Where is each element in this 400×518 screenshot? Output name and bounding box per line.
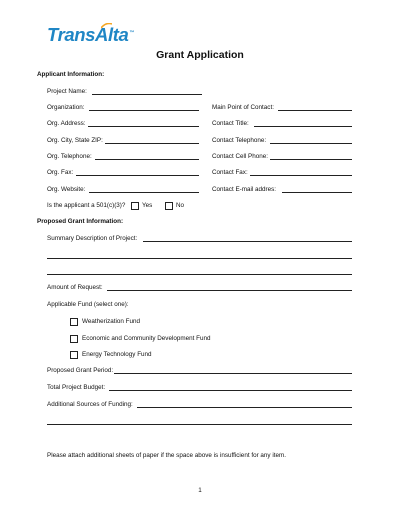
fund-label-weatherization: Weatherization Fund <box>82 318 140 325</box>
total-budget-field[interactable] <box>109 390 352 391</box>
total-budget-label: Total Project Budget: <box>47 384 106 391</box>
contact-title-field[interactable] <box>254 126 352 127</box>
logo-swoosh-icon <box>101 23 112 29</box>
summary-field-line-2[interactable] <box>47 258 352 259</box>
org-fax-label: Org. Fax: <box>47 169 74 176</box>
org-city-field[interactable] <box>105 143 199 144</box>
501c3-question-label: Is the applicant a 501(c)(3)? <box>47 202 126 209</box>
contact-cell-label: Contact Cell Phone: <box>212 153 269 160</box>
transalta-logo <box>47 24 134 46</box>
fund-checkbox-energy[interactable] <box>70 351 78 359</box>
amount-field[interactable] <box>107 290 352 291</box>
contact-email-label: Contact E-mail addres: <box>212 186 277 193</box>
project-name-label: Project Name: <box>47 88 87 95</box>
yes-label: Yes <box>142 202 153 209</box>
org-website-field[interactable] <box>89 192 199 193</box>
contact-fax-field[interactable] <box>250 175 352 176</box>
no-label: No <box>176 202 185 209</box>
fund-checkbox-weatherization[interactable] <box>70 318 78 326</box>
no-checkbox[interactable] <box>165 202 173 210</box>
section-heading-grant: Proposed Grant Information: <box>37 218 124 225</box>
summary-field[interactable] <box>143 241 352 242</box>
org-telephone-label: Org. Telephone: <box>47 153 92 160</box>
contact-cell-field[interactable] <box>270 159 352 160</box>
amount-label: Amount of Request: <box>47 284 103 291</box>
additional-funding-field-line-2[interactable] <box>47 424 352 425</box>
org-city-label: Org. City, State ZIP: <box>47 137 103 144</box>
contact-title-label: Contact Title: <box>212 120 249 127</box>
logo-trademark: ™ <box>129 29 135 36</box>
logo-text: TransAlta <box>47 24 129 45</box>
additional-funding-label: Additional Sources of Funding: <box>47 401 133 408</box>
org-address-label: Org. Address: <box>47 120 86 127</box>
contact-email-field[interactable] <box>282 192 352 193</box>
org-fax-field[interactable] <box>76 175 199 176</box>
main-contact-field[interactable] <box>278 110 352 111</box>
organization-label: Organization: <box>47 104 85 111</box>
summary-label: Summary Description of Project: <box>47 235 138 242</box>
yes-checkbox[interactable] <box>131 202 139 210</box>
grant-period-label: Proposed Grant Period: <box>47 367 114 374</box>
contact-telephone-field[interactable] <box>270 143 352 144</box>
contact-fax-label: Contact Fax: <box>212 169 248 176</box>
fund-label-economic: Economic and Community Development Fund <box>82 335 211 342</box>
page-number: 1 <box>198 487 202 494</box>
section-heading-applicant: Applicant Information: <box>37 71 105 78</box>
applicable-fund-label: Applicable Fund (select one): <box>47 301 129 308</box>
footnote: Please attach additional sheets of paper if the space above is insufficient for any item. <box>47 452 286 459</box>
org-telephone-field[interactable] <box>95 159 199 160</box>
grant-period-field[interactable] <box>114 373 352 374</box>
org-website-label: Org. Website: <box>47 186 86 193</box>
org-address-field[interactable] <box>88 126 199 127</box>
organization-field[interactable] <box>89 110 199 111</box>
fund-checkbox-economic[interactable] <box>70 335 78 343</box>
fund-label-energy: Energy Technology Fund <box>82 351 152 358</box>
page-title: Grant Application <box>156 49 244 61</box>
additional-funding-field[interactable] <box>137 407 352 408</box>
contact-telephone-label: Contact Telephone: <box>212 137 267 144</box>
summary-field-line-3[interactable] <box>47 274 352 275</box>
main-contact-label: Main Point of Contact: <box>212 104 274 111</box>
project-name-field[interactable] <box>92 94 202 95</box>
